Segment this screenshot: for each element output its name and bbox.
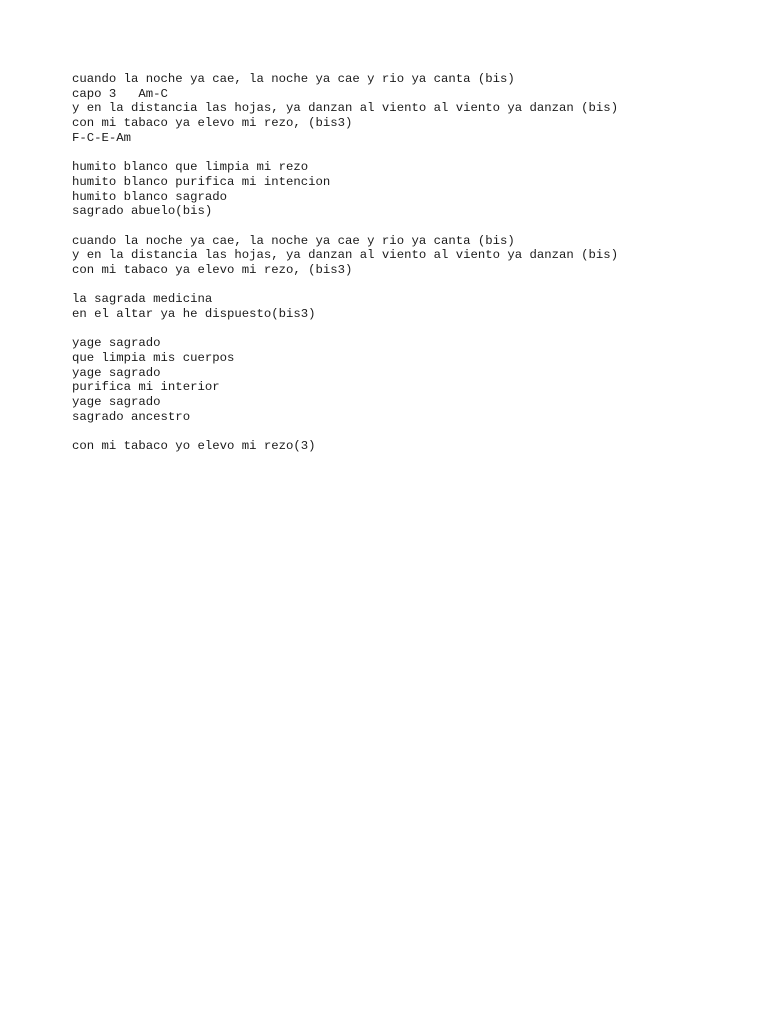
- text-line: humito blanco que limpia mi rezo: [72, 160, 309, 175]
- blank-line: [72, 322, 752, 337]
- text-line: con mi tabaco ya elevo mi rezo, (bis3): [72, 262, 353, 277]
- text-line: con mi tabaco yo elevo mi rezo(3): [72, 439, 316, 454]
- text-line: la sagrada medicina: [72, 292, 213, 307]
- text-line: y en la distancia las hojas, ya danzan al viento al viento ya danzan (bis): [72, 101, 619, 116]
- text-line: que limpia mis cuerpos: [72, 351, 235, 366]
- text-line: purifica mi interior: [72, 380, 220, 395]
- text-line: sagrado ancestro: [72, 409, 191, 424]
- text-line: con mi tabaco ya elevo mi rezo, (bis3): [72, 116, 353, 131]
- text-line: sagrado abuelo(bis): [72, 204, 213, 219]
- text-line: y en la distancia las hojas, ya danzan al viento al viento ya danzan (bis): [72, 248, 619, 263]
- text-line: F-C-E-Am: [72, 130, 132, 145]
- text-line: yage sagrado: [72, 365, 161, 380]
- text-line: en el altar ya he dispuesto(bis3): [72, 307, 316, 321]
- text-line: cuando la noche ya cae, la noche ya cae y rio ya canta (bis): [72, 233, 515, 248]
- blank-line: [72, 145, 752, 160]
- blank-line: [72, 278, 752, 293]
- text-line: humito blanco sagrado: [72, 189, 227, 204]
- blank-line: [72, 425, 752, 440]
- text-line: yage sagrado: [72, 336, 161, 351]
- document-page: [72, 72, 752, 454]
- text-line: yage sagrado: [72, 395, 161, 410]
- blank-line: [72, 219, 752, 234]
- text-line: humito blanco purifica mi intencion: [72, 174, 331, 189]
- text-line: capo 3 Am-C: [72, 86, 168, 101]
- text-line: cuando la noche ya cae, la noche ya cae y rio ya canta (bis): [72, 72, 515, 86]
